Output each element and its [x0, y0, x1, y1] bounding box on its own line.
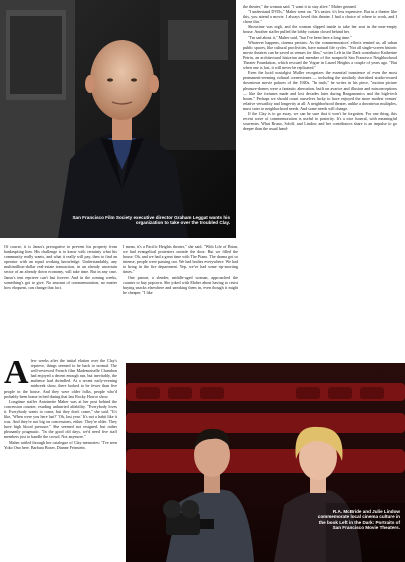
column-right [243, 4, 397, 131]
paragraph: Whatever happens, cinema persists. As the commemorators' efforts remind us, all urban public spaces, like cultural proclivities, have natural life cycles. "Not all single-screen historic movie theatres can be saved as venues for film," writes Left in the Dark contributor Katherine Petrin, an architectural historian and member of the nonprofit San Francisco Neighborhood Theater Foundation, which rescued the Vogue in Laurel Heights a couple of years ago. "But when one is lost, it will never be replicated." [243, 39, 397, 71]
photo-mcbride-lindow [126, 363, 405, 562]
paragraph: Maher rattled through her catalogue of Clay memories: "I've seen Yoko Ono here. Barbara Boxer, Dianne Feinstein. [4, 439, 117, 450]
photo-caption-bottom: R.A. McBride and Julie Lindow commemorate local cinema culture in the book Left in the Dark: Portraits of San Francisco Movie Theaters. [317, 509, 400, 531]
paragraph: I mean, it's a Pacific Heights theater," she said. "With Life of Brian, we had evangelical protesters outside the door. But we filled the house. Oh, and we had a great time with The Piano. The drama got so intense, people were passing out. We had bodies everywhere. We had to bring in the fire department. Yep, we've had some rip-snorting times." [123, 244, 238, 275]
paragraph: few weeks after the initial elation over the Clay's reprieve, things seemed to be back to normal. The well-reviewed French film Mademoiselle Chambon had enjoyed a decent enough run, but inevitably, the audience had dwindled. At a recent early-evening midweek show, there looked to be fewer than five people in the house. And they were older folks, people who'd probably been home in bed during that last Rocky Horror show. [4, 358, 117, 399]
paragraph: Showtime was nigh, and the woman slipped inside to take her seat in the near-empty house. Another staffer pulled the lobby curtain closed behind her. [243, 24, 397, 35]
paragraph: the theater," the woman said. "I want it to stay alive." Maher grinned. [243, 4, 357, 9]
paragraph: Longtime staffer Antoinette Maher was at her post behind the concession counter, exuding unhurried affability. "Everybody loves it. Everybody wants to come, but they don't come," she said. "It's like, 'When were you here last?' 'Oh, last year.' It's not a habit like it was. And they're not big on concessions, either. They're older. They have high blood pressure." She seemed not resigned, but rather pleasantly pragmatic. "In the good old days, we'd need five staff members just to handle the crowd. Not anymore." [4, 398, 117, 440]
drop-cap: A [4, 354, 29, 391]
photo-illustration [126, 363, 405, 562]
paragraph: Even the lucid nostalgist Muller recognizes the essential transience of even the most permanent-seeming cultural cornerstones — including the similarly cherished studio-owned downtown movie palaces of the 1940s. "In truth," he writes in his piece, "motion picture pleasure-domes were a fantastic aberration, built on avarice and illusion and misconceptions — like the fortunes made and lost decades later during Reaganomics and the high-tech boom." Perhaps we should count ourselves lucky to have enjoyed the more modest venues' relative versatility and longevity at all. A neighborhood theater, unlike a downtown multiplex, must cater to neighborhood needs. And some needs will change. [243, 70, 397, 111]
paragraph: "I'm sad about it," Maher said, "but I've been here a long time." [248, 34, 352, 40]
photo-graham-leggat [0, 0, 236, 238]
paragraph: Of course, it is Janus's prerogative to prevent his property from bankrupting him. His challenge is to know with certainty what his community really wants, and what it really will pay, then to find an operator with an equal working knowledge. Understandably, any multimillion-dollar real-estate transaction, in an already uncertain sector of an already down economy, will take time. But in any case, Janus's tent reprieve can't last forever. And in the coming weeks, something's got to give. No amount of commemoration, no matter how eloquent, can change that fact. [4, 244, 117, 290]
paragraph: One patron, a slender, middle-aged woman, approached the counter to buy popcorn. She joked with Maher about having to resist buying snacks elsewhere and sneaking them in, even though it might be cheaper. "I like [123, 274, 238, 295]
column-middle-top [123, 244, 238, 295]
column-left-bottom [4, 354, 117, 450]
paragraph: "I understand DVDs," Maher went on. "It's easier, it's less expensive. But in a theater like this, you attend a movie. I always loved this theater. I had a choice of where to work, and I chose this." [243, 9, 397, 25]
photo-caption-top: San Francisco Film Society executive director Graham Leggat wants his organization to take over the troubled Clay. [72, 215, 230, 226]
paragraph: If the Clay is to go away, we can be sure that it won't be forgotten. For one thing, this recent wave of commemoration is useful to posterity. It's a nice funeral, with meaningful souvenirs. What Bruno, Schiff, and Lindow and her contributors share is an impulse to go deeper than the usual hand- [243, 110, 397, 132]
column-left-top [4, 244, 117, 290]
photo-illustration [0, 0, 236, 238]
